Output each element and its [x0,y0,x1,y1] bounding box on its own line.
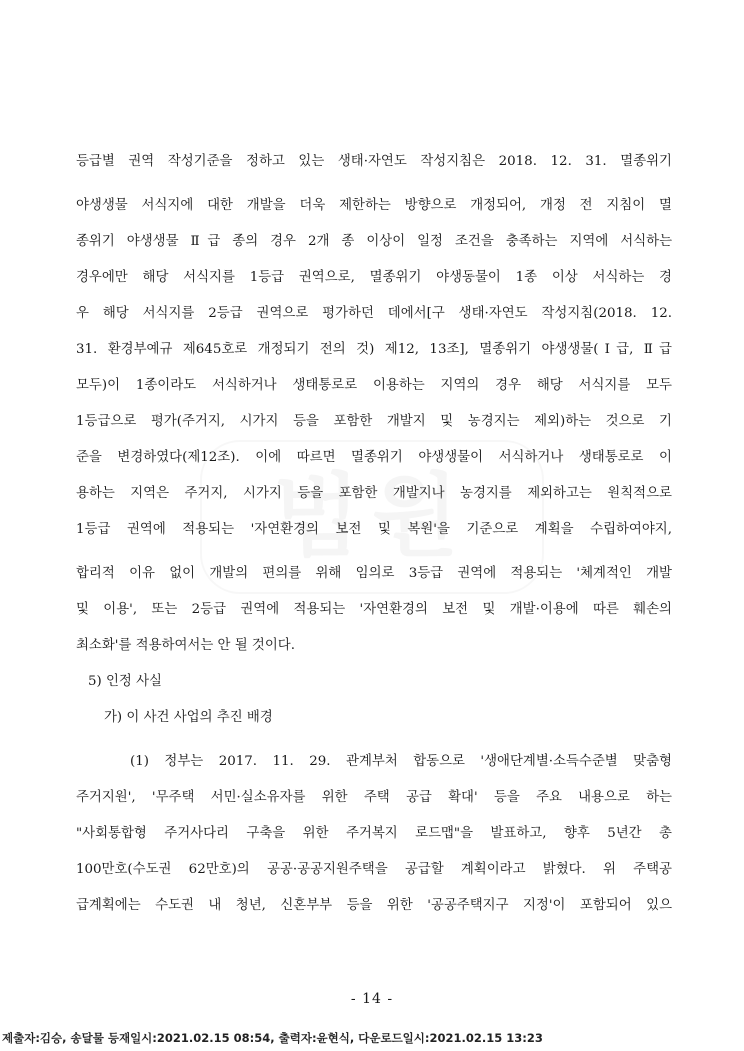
body-line: "사회통합형 주거사다리 구축을 위한 주거복지 로드맵"을 발표하고, 향후 5년간 총 [76,826,672,841]
body-line: 모두)이 1종이라도 서식하거나 생태통로로 이용하는 지역의 경우 해당 서식지를 모두 [76,378,672,393]
body-line: 야생생물 서식지에 대한 개발을 더욱 제한하는 방향으로 개정되어, 개정 전 지침이 멸 [76,198,672,213]
body-line: 준을 변경하였다(제12조). 이에 따르면 멸종위기 야생생물이 서식하거나 생태통로로 이 [76,450,672,465]
body-line: 31. 환경부예규 제645호로 개정되기 전의 것) 제12, 13조], 멸종위기 야생생물(Ⅰ급, Ⅱ급 [76,342,672,357]
body-line: 우 해당 서식지를 2등급 권역으로 평가하던 데에서[구 생태·자연도 작성지침(2018. 12. [76,306,672,321]
body-line: 급계획에는 수도권 내 청년, 신혼부부 등을 위한 '공공주택지구 지정'이 포함되어 있으 [76,898,672,913]
body-line: 최소화'를 적용하여서는 안 될 것이다. [76,638,295,653]
body-line: 등급별 권역 작성기준을 정하고 있는 생태·자연도 작성지침은 2018. 12. 31. 멸종위기 [76,154,672,169]
body-line: 합리적 이유 없이 개발의 편의를 위해 임의로 3등급 권역에 적용되는 '체계적인 개발 [76,566,672,581]
body-line: 1등급 권역에 적용되는 '자연환경의 보전 및 복원'을 기준으로 계획을 수립하여야지, [76,522,672,537]
body-line: 및 이용', 또는 2등급 권역에 적용되는 '자연환경의 보전 및 개발·이용에 따른 훼손의 [76,602,672,617]
body-line: 용하는 지역은 주거지, 시가지 등을 포함한 개발지나 농경지를 제외하고는 원칙적으로 [76,486,672,501]
body-line: 주거지원', '무주택 서민·실소유자를 위한 주택 공급 확대' 등을 주요 내용으로 하는 [76,790,672,805]
footer-meta: 제출자:김승, 송달물 등재일시:2021.02.15 08:54, 출력자:윤현식, 다운로드일시:2021.02.15 13:23 [2,1031,543,1045]
body-line: 종위기 야생생물 Ⅱ급 종의 경우 2개 종 이상이 일정 조건을 충족하는 지역에 서식하는 [76,234,672,249]
subsection-heading: 가) 이 사건 사업의 추진 배경 [104,710,273,725]
body-line: (1) 정부는 2017. 11. 29. 관계부처 합동으로 '생애단계별·소득수준별 맞춤형 [130,754,672,769]
body-line: 1등급으로 평가(주거지, 시가지 등을 포함한 개발지 및 농경지는 제외)하는 것으로 기 [76,414,672,429]
page-number: - 14 - [350,991,394,1007]
section-heading: 5) 인정 사실 [88,674,162,689]
body-line: 경우에만 해당 서식지를 1등급 권역으로, 멸종위기 야생동물이 1종 이상 서식하는 경 [76,270,672,285]
body-line: 100만호(수도권 62만호)의 공공·공공지원주택을 공급할 계획이라고 밝혔다. 위 주택공 [76,862,672,877]
